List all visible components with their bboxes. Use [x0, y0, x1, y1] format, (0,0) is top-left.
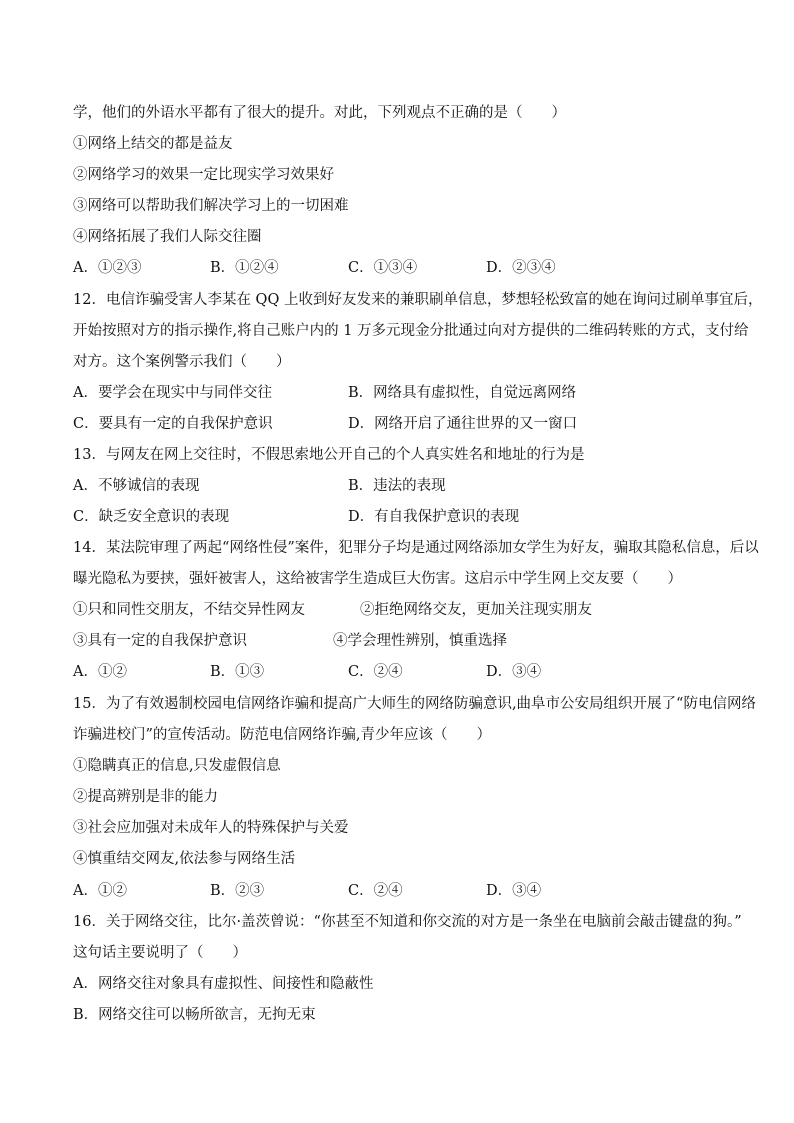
q14-item-3: ③具有一定的自我保护意识	[73, 633, 247, 649]
q15-item-2: ②提高辨别是非的能力	[73, 789, 218, 805]
q14-option-a: A．①②	[73, 664, 127, 680]
q14-item-1: ①只和同性交朋友，不结交异性网友	[73, 602, 305, 618]
q11-item-4: ④网络拓展了我们人际交往圈	[73, 229, 262, 245]
q11-item-2: ②网络学习的效果一定比现实学习效果好	[73, 167, 334, 183]
q14-option-b: B．①③	[210, 664, 265, 680]
q12-stem-line-2: 开始按照对方的指示操作,将自己账户内的 1 万多元现金分批通过向对方提供的二维码转账的方式，支付给	[73, 323, 749, 339]
q12-stem-line-1: 12．电信诈骗受害人李某在 QQ 上收到好友发来的兼职刷单信息，梦想轻松致富的她在询问过刷单事宜后，	[73, 292, 763, 308]
q16-option-a: A．网络交往对象具有虚拟性、间接性和隐蔽性	[73, 976, 374, 992]
q15-item-3: ③社会应加强对未成年人的特殊保护与关爱	[73, 820, 349, 836]
q13-option-a: A．不够诚信的表现	[73, 478, 200, 494]
q11-option-c: C．①③④	[348, 260, 418, 276]
q14-stem-line-1: 14．某法院审理了两起“网络性侵”案件，犯罪分子均是通过网络添加女学生为好友，骗取其隐私信息，后以	[73, 540, 759, 556]
q15-item-4: ④慎重结交网友,依法参与网络生活	[73, 851, 296, 867]
q14-item-4: ④学会理性辨别，慎重选择	[333, 633, 507, 649]
q12-option-c: C．要具有一定的自我保护意识	[73, 416, 273, 432]
q15-stem-line-2: 诈骗进校门”的宣传活动。防范电信网络诈骗,青少年应该（ ）	[73, 727, 492, 743]
q15-option-d: D．③④	[486, 883, 542, 899]
q13-option-b: B．违法的表现	[348, 478, 446, 494]
q12-option-b: B．网络具有虚拟性，自觉远离网络	[348, 385, 577, 401]
q14-option-d: D．③④	[486, 664, 542, 680]
q11-item-1: ①网络上结交的都是益友	[73, 136, 233, 152]
q13-option-c: C．缺乏安全意识的表现	[73, 509, 230, 525]
q14-stem-line-2: 曝光隐私为要挟，强奸被害人，这给被害学生造成巨大伤害。这启示中学生网上交友要（ ）	[73, 571, 682, 587]
q15-item-1: ①隐瞒真正的信息,只发虚假信息	[73, 758, 281, 774]
q13-stem: 13．与网友在网上交往时，不假思索地公开自己的个人真实姓名和地址的行为是	[73, 447, 585, 463]
q15-stem-line-1: 15．为了有效遏制校园电信网络诈骗和提高广大师生的网络防骗意识,曲阜市公安局组织开展了“防电信网络	[73, 696, 756, 712]
q14-option-c: C．②④	[348, 664, 403, 680]
q11-stem: 学，他们的外语水平都有了很大的提升。对此，下列观点不正确的是（ ）	[73, 105, 566, 121]
q16-option-b: B．网络交往可以畅所欲言，无拘无束	[73, 1007, 316, 1023]
q11-option-b: B．①②④	[210, 260, 279, 276]
q13-option-d: D．有自我保护意识的表现	[348, 509, 520, 525]
q15-option-c: C．②④	[348, 883, 403, 899]
q12-stem-line-3: 对方。这个案例警示我们（ ）	[73, 354, 291, 370]
q15-option-b: B．②③	[210, 883, 265, 899]
q11-item-3: ③网络可以帮助我们解决学习上的一切困难	[73, 198, 349, 214]
q15-option-a: A．①②	[73, 883, 127, 899]
q12-option-d: D．网络开启了通往世界的又一窗口	[348, 416, 578, 432]
q11-option-a: A．①②③	[73, 260, 142, 276]
q12-option-a: A．要学会在现实中与同伴交往	[73, 385, 272, 401]
q16-stem-line-1: 16．关于网络交往，比尔·盖茨曾说：“你甚至不知道和你交流的对方是一条坐在电脑前会敲击键盘的狗。”	[73, 914, 742, 930]
q11-option-d: D．②③④	[486, 260, 556, 276]
q16-stem-line-2: 这句话主要说明了（ ）	[73, 945, 247, 961]
q14-item-2: ②拒绝网络交友，更加关注现实朋友	[360, 602, 592, 618]
